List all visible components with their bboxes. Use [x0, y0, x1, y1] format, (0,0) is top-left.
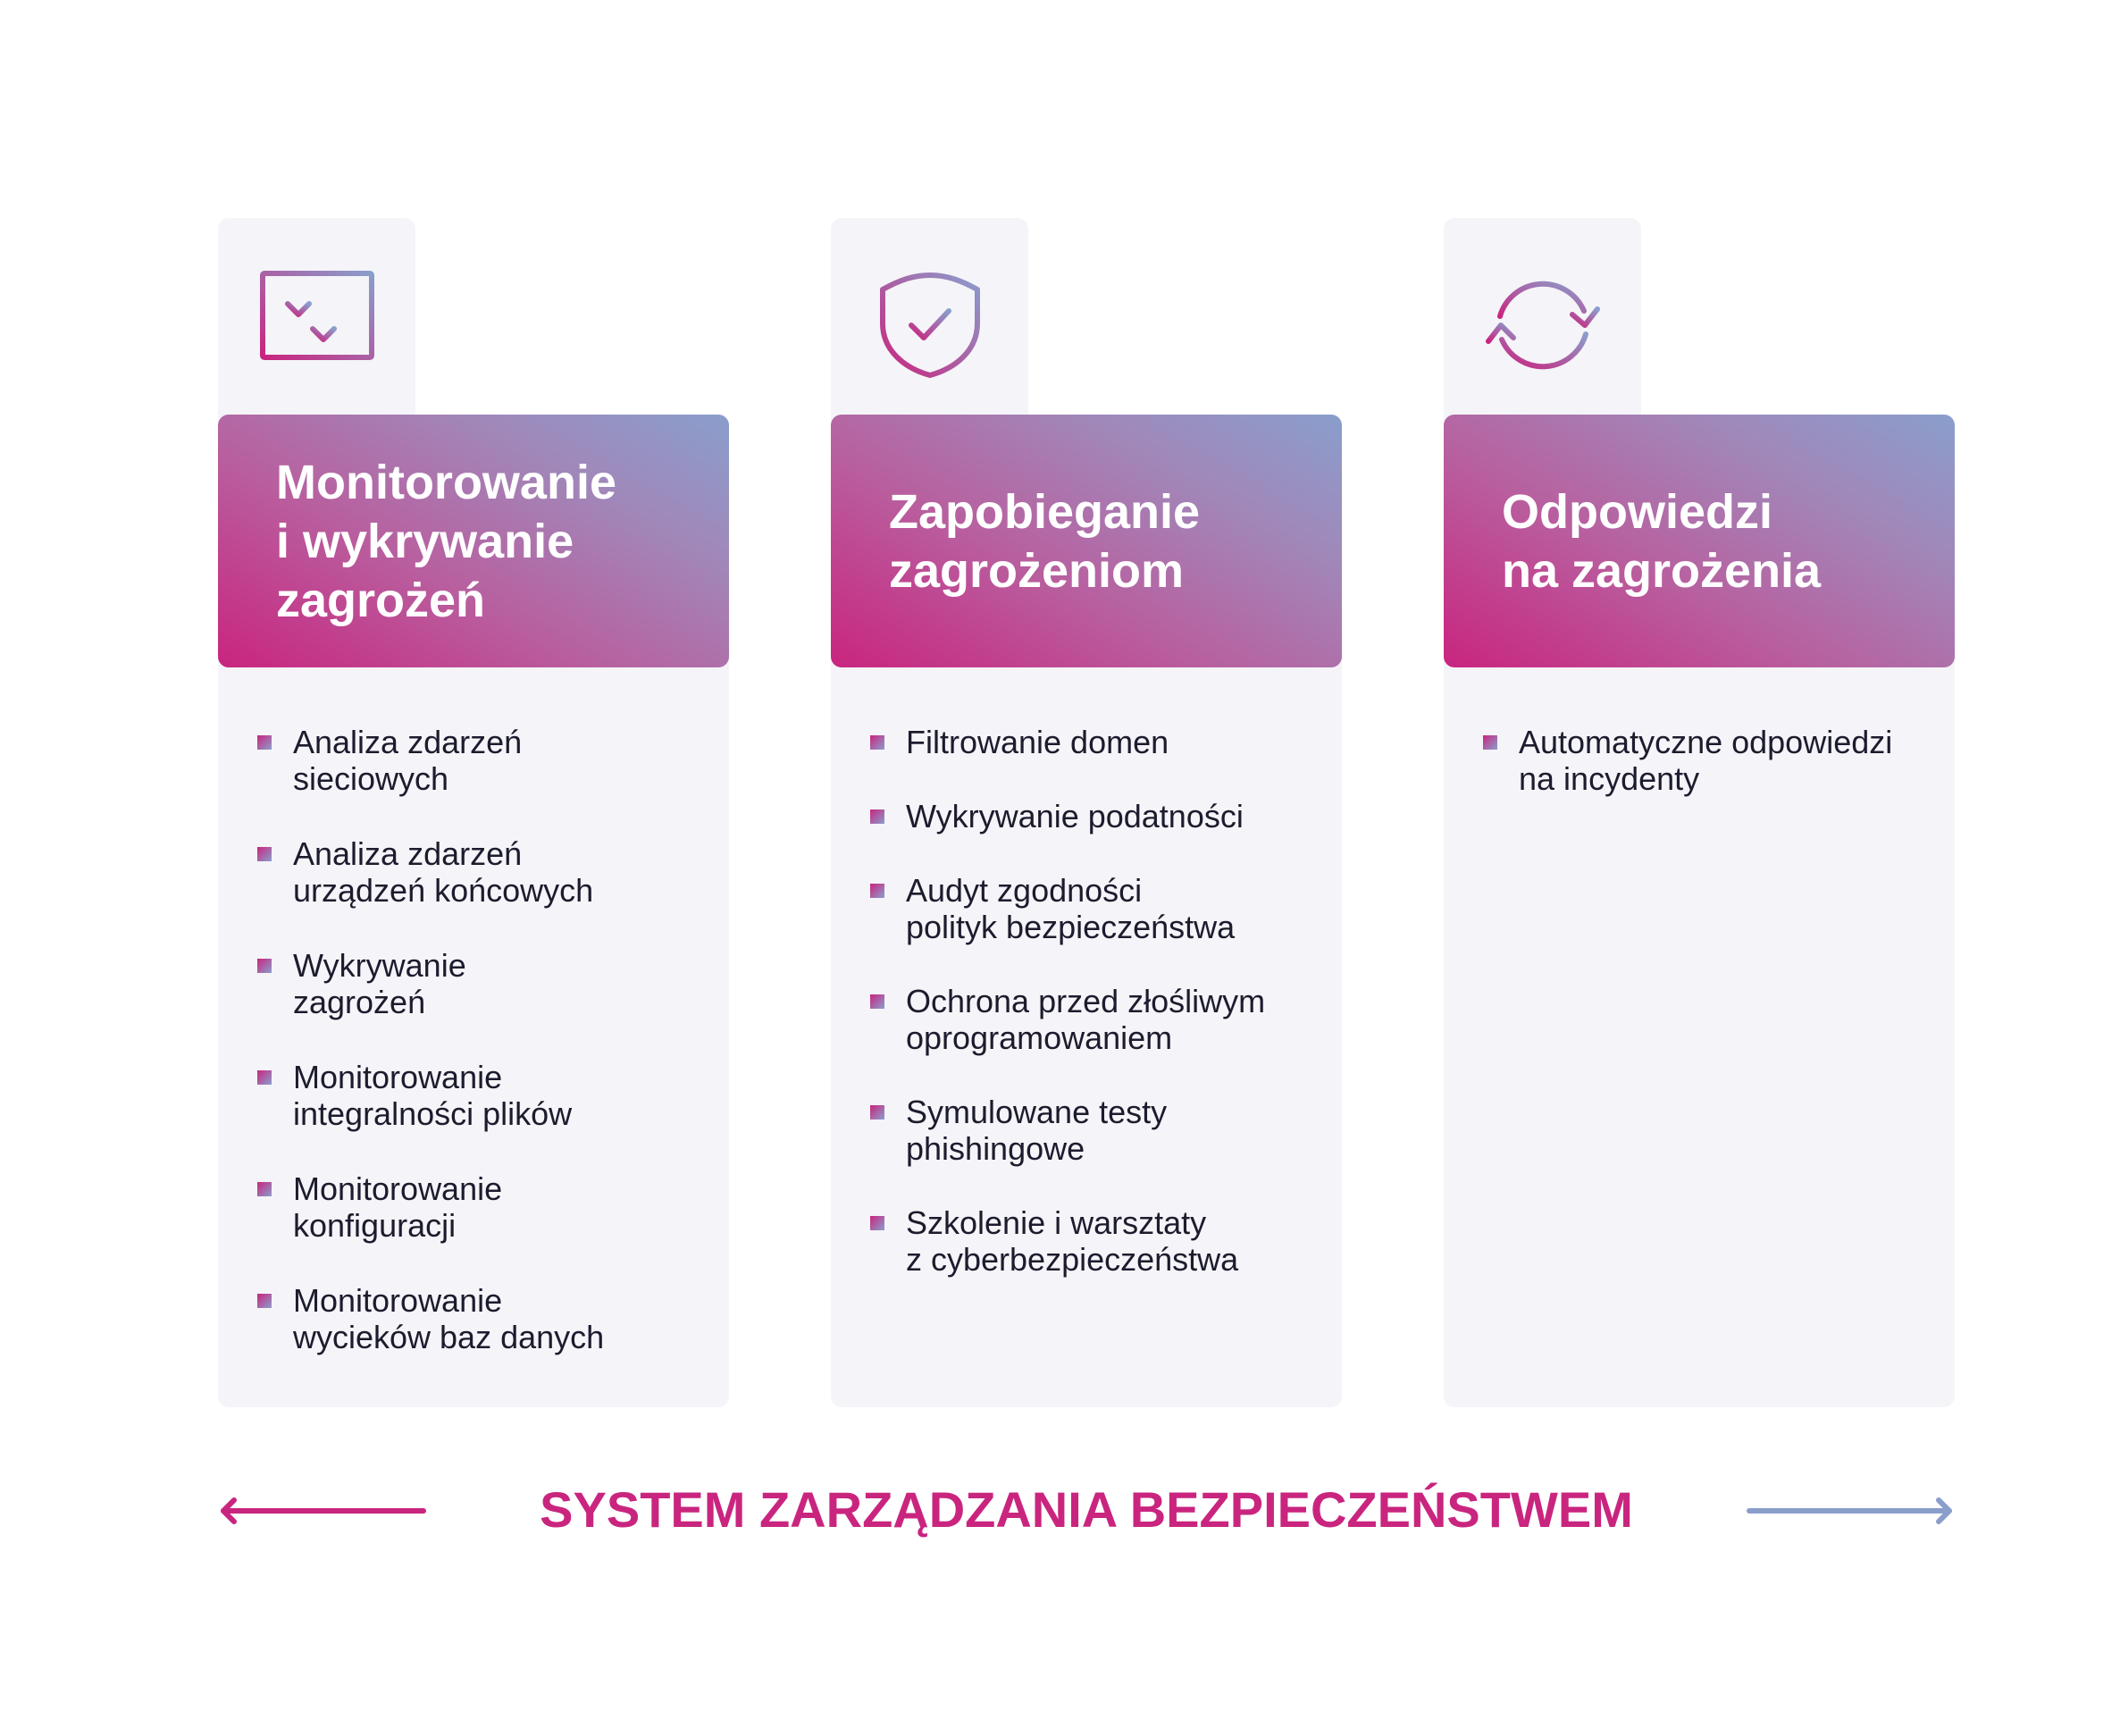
- column-header: [218, 415, 729, 667]
- list-item-text: Szkolenie i warsztaty z cyberbezpieczeństwa: [906, 1204, 1239, 1278]
- item-list: [1483, 724, 1937, 835]
- footer: [218, 1474, 1955, 1546]
- footer-title: SYSTEM ZARZĄDZANIA BEZPIECZEŃSTWEM: [540, 1481, 1633, 1538]
- list-item-text: Analiza zdarzeń sieciowych: [293, 724, 523, 797]
- list-item: [870, 872, 1324, 945]
- monitor-download-icon: [259, 270, 375, 381]
- refresh-cycle-icon: [1476, 270, 1610, 381]
- column-title: Monitorowanie i wykrywanie zagrożeń: [276, 455, 616, 627]
- item-list: [257, 724, 711, 1394]
- bullet-marker: [870, 884, 884, 898]
- arrow-right-icon: [1744, 1496, 1955, 1526]
- column-header: [831, 415, 1342, 667]
- column-title: Odpowiedzi na zagrożenia: [1502, 484, 1822, 598]
- bullet-marker: [257, 735, 272, 750]
- list-item-text: Monitorowanie integralności plików: [293, 1059, 573, 1132]
- list-item-text: Audyt zgodności polityk bezpieczeństwa: [906, 872, 1236, 945]
- bullet-marker: [870, 1105, 884, 1120]
- list-item: [870, 798, 1324, 834]
- icon-tab: [1444, 218, 1641, 432]
- column-title: Zapobieganie zagrożeniom: [889, 484, 1201, 598]
- icon-tab: [218, 218, 415, 432]
- list-item: [870, 1094, 1324, 1167]
- list-item-text: Monitorowanie konfiguracji: [293, 1170, 503, 1244]
- bullet-marker: [257, 847, 272, 861]
- list-item: [257, 947, 711, 1020]
- list-item-text: Symulowane testy phishingowe: [906, 1094, 1168, 1167]
- list-item-text: Wykrywanie zagrożeń: [293, 947, 466, 1020]
- bullet-marker: [257, 1070, 272, 1085]
- list-item: [257, 1170, 711, 1244]
- list-item-text: Analiza zdarzeń urządzeń końcowych: [293, 835, 594, 909]
- list-item: [257, 835, 711, 909]
- list-item: [870, 724, 1324, 760]
- bullet-marker: [870, 994, 884, 1009]
- list-item: [257, 1282, 711, 1355]
- column-monitoring: [218, 218, 729, 1407]
- list-item-text: Monitorowanie wycieków baz danych: [293, 1282, 605, 1355]
- list-item: [257, 724, 711, 797]
- bullet-marker: [257, 1182, 272, 1196]
- list-item-text: Filtrowanie domen: [906, 724, 1169, 760]
- list-item: [870, 1204, 1324, 1278]
- list-item-text: Ochrona przed złośliwym oprogramowaniem: [906, 983, 1266, 1056]
- shield-check-icon: [877, 270, 983, 381]
- bullet-marker: [870, 1216, 884, 1230]
- list-item: [257, 1059, 711, 1132]
- list-item: [870, 983, 1324, 1056]
- column-header: [1444, 415, 1955, 667]
- bullet-marker: [870, 809, 884, 824]
- item-list: [870, 724, 1324, 1315]
- bullet-marker: [257, 1294, 272, 1308]
- list-item-text: Automatyczne odpowiedzi na incydenty: [1519, 724, 1893, 797]
- bullet-marker: [1483, 735, 1497, 750]
- bullet-marker: [870, 735, 884, 750]
- list-item-text: Wykrywanie podatności: [906, 798, 1244, 834]
- list-item: [1483, 724, 1937, 797]
- icon-tab: [831, 218, 1028, 432]
- column-response: [1444, 218, 1955, 1407]
- bullet-marker: [257, 959, 272, 973]
- column-prevention: [831, 218, 1342, 1407]
